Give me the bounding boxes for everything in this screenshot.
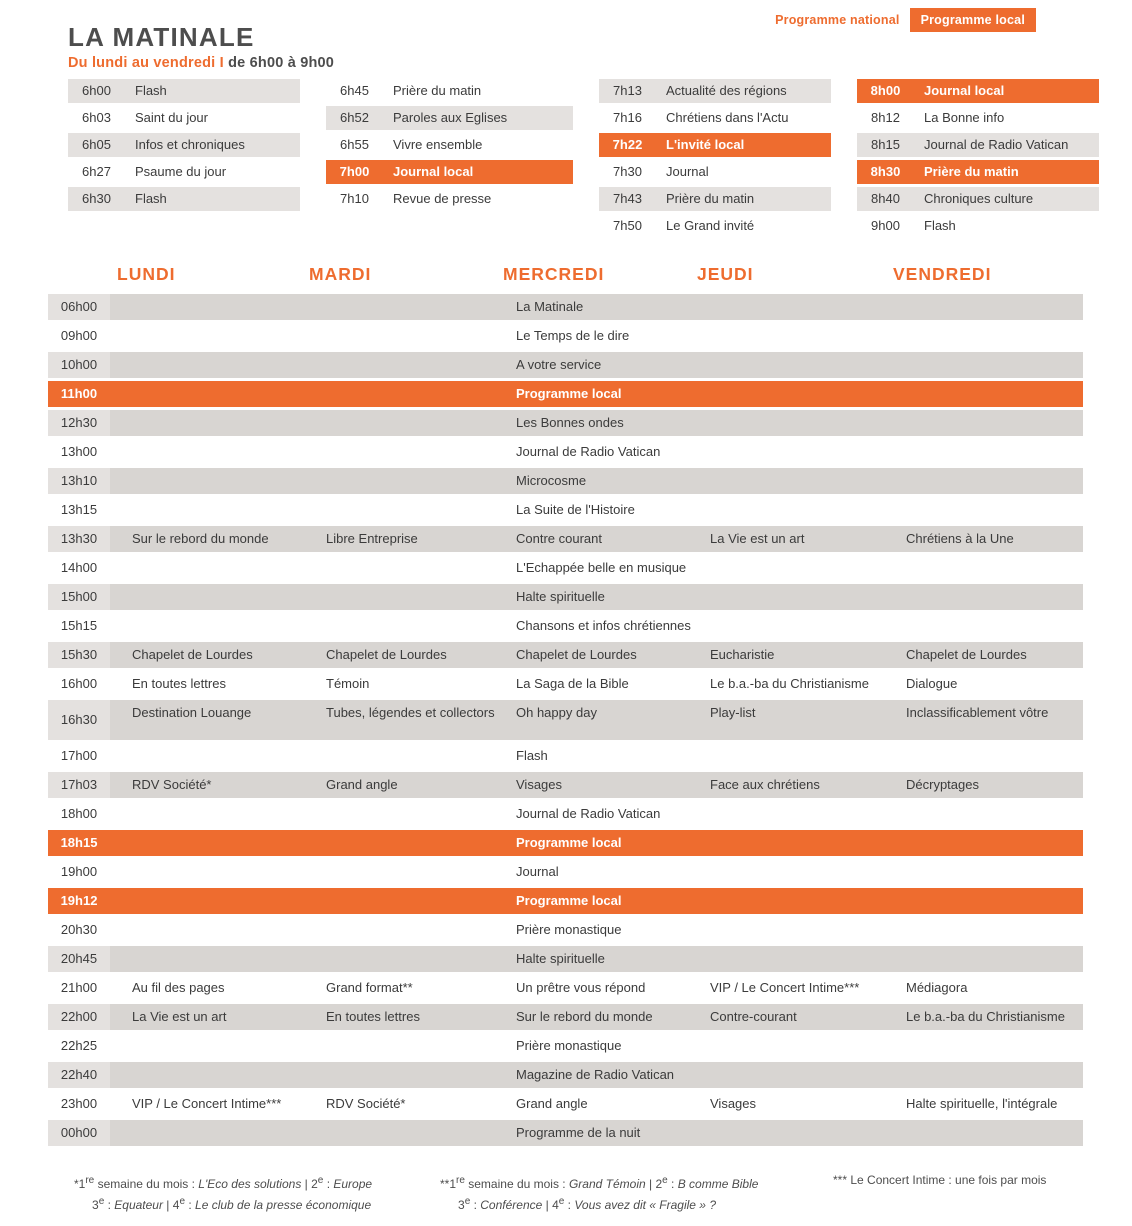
schedule-time: 19h12 bbox=[48, 888, 110, 914]
morning-slot bbox=[68, 106, 300, 130]
footnote-two: **1re semaine du mois : Grand Témoin | 2e : B comme Bible 3e : Conférence | 4e : Vous avez dit « Fragile » ? bbox=[440, 1175, 759, 1212]
morning-schedule bbox=[68, 79, 1099, 238]
schedule-cell-mer: Visages bbox=[516, 777, 563, 792]
schedule-time: 00h00 bbox=[48, 1120, 110, 1146]
schedule-cell-lun: En toutes lettres bbox=[132, 676, 226, 691]
morning-slot-label: La Bonne info bbox=[914, 106, 1099, 130]
morning-slot-label: Revue de presse bbox=[383, 187, 573, 211]
table-row bbox=[48, 671, 1083, 697]
morning-slot bbox=[326, 160, 573, 184]
schedule-time: 10h00 bbox=[48, 352, 110, 378]
schedule-cell-mer: Halte spirituelle bbox=[516, 589, 605, 604]
schedule-row-content bbox=[110, 1120, 1083, 1146]
page-title: LA MATINALE bbox=[68, 22, 255, 52]
schedule-cell-mer: Chapelet de Lourdes bbox=[516, 647, 637, 662]
morning-slot bbox=[599, 106, 831, 130]
morning-slot-time: 7h30 bbox=[599, 160, 656, 184]
morning-slot-time: 8h30 bbox=[857, 160, 914, 184]
schedule-row-content bbox=[110, 671, 1083, 697]
schedule-row-content bbox=[110, 410, 1083, 436]
schedule-cell-mer: Programme local bbox=[516, 386, 622, 401]
morning-slot-time: 6h45 bbox=[326, 79, 383, 103]
morning-slot bbox=[599, 133, 831, 157]
table-row bbox=[48, 497, 1083, 523]
morning-slot-time: 7h00 bbox=[326, 160, 383, 184]
table-row bbox=[48, 1091, 1083, 1117]
schedule-time: 20h45 bbox=[48, 946, 110, 972]
day-header-mardi: MARDI bbox=[309, 264, 372, 284]
schedule-cell-jeu: Visages bbox=[710, 1096, 757, 1111]
schedule-cell-lun: VIP / Le Concert Intime*** bbox=[132, 1096, 282, 1111]
morning-column bbox=[599, 79, 831, 238]
schedule-row-content bbox=[110, 584, 1083, 610]
morning-slot bbox=[857, 160, 1099, 184]
morning-slot-time: 6h52 bbox=[326, 106, 383, 130]
schedule-cell-lun: La Vie est un art bbox=[132, 1009, 227, 1024]
schedule-row-content bbox=[110, 555, 1083, 581]
schedule-cell-jeu: Le b.a.-ba du Christianisme bbox=[710, 676, 869, 691]
morning-slot-time: 8h40 bbox=[857, 187, 914, 211]
schedule-time: 13h15 bbox=[48, 497, 110, 523]
schedule-row-content bbox=[110, 830, 1083, 856]
morning-slot-label: Actualité des régions bbox=[656, 79, 831, 103]
schedule-cell-mer: La Matinale bbox=[516, 299, 584, 314]
schedule-cell-lun: Chapelet de Lourdes bbox=[132, 647, 253, 662]
schedule-time: 16h30 bbox=[48, 700, 110, 740]
schedule-cell-mer: Contre courant bbox=[516, 531, 602, 546]
schedule-cell-mar: Grand format** bbox=[326, 980, 413, 995]
morning-slot bbox=[68, 160, 300, 184]
morning-slot-label: Psaume du jour bbox=[125, 160, 300, 184]
schedule-time: 13h00 bbox=[48, 439, 110, 465]
table-row bbox=[48, 439, 1083, 465]
schedule-cell-mer: Journal de Radio Vatican bbox=[516, 444, 661, 459]
schedule-row-content bbox=[110, 497, 1083, 523]
table-row bbox=[48, 1033, 1083, 1059]
schedule-cell-mer: Journal bbox=[516, 864, 559, 879]
morning-slot-time: 9h00 bbox=[857, 214, 914, 238]
table-row bbox=[48, 352, 1083, 378]
schedule-cell-mar: Chapelet de Lourdes bbox=[326, 647, 447, 662]
schedule-row-content bbox=[110, 772, 1083, 798]
schedule-row-content bbox=[110, 743, 1083, 769]
table-row bbox=[48, 323, 1083, 349]
tab-programme-local[interactable]: Programme local bbox=[910, 8, 1036, 32]
morning-slot-time: 6h30 bbox=[68, 187, 125, 211]
morning-slot bbox=[68, 133, 300, 157]
table-row bbox=[48, 1062, 1083, 1088]
schedule-row-content bbox=[110, 1091, 1083, 1117]
schedule-cell-mer: A votre service bbox=[516, 357, 602, 372]
table-row bbox=[48, 584, 1083, 610]
schedule-cell-ven: Dialogue bbox=[906, 676, 958, 691]
schedule-cell-mar: RDV Société* bbox=[326, 1096, 406, 1111]
morning-slot-label: Vivre ensemble bbox=[383, 133, 573, 157]
schedule-cell-mer: Programme de la nuit bbox=[516, 1125, 641, 1140]
morning-slot-label: Flash bbox=[125, 79, 300, 103]
schedule-cell-mar: Tubes, légendes et collectors bbox=[326, 705, 495, 720]
schedule-row-content bbox=[110, 468, 1083, 494]
schedule-time: 09h00 bbox=[48, 323, 110, 349]
table-row bbox=[48, 642, 1083, 668]
table-row bbox=[48, 613, 1083, 639]
schedule-row-content bbox=[110, 526, 1083, 552]
table-row bbox=[48, 410, 1083, 436]
table-row bbox=[48, 859, 1083, 885]
table-row bbox=[48, 700, 1083, 740]
morning-slot-label: Journal de Radio Vatican bbox=[914, 133, 1099, 157]
day-header-mercredi: MERCREDI bbox=[503, 264, 605, 284]
footnote-one: *1re semaine du mois : L'Eco des solutions | 2e : Europe 3e : Equateur | 4e : Le club de la presse économique bbox=[74, 1175, 373, 1212]
schedule-cell-mer: L'Echappée belle en musique bbox=[516, 560, 687, 575]
schedule-time: 17h00 bbox=[48, 743, 110, 769]
schedule-cell-mer: Chansons et infos chrétiennes bbox=[516, 618, 691, 633]
morning-slot-time: 8h12 bbox=[857, 106, 914, 130]
schedule-cell-mer: Sur le rebord du monde bbox=[516, 1009, 653, 1024]
table-row bbox=[48, 917, 1083, 943]
morning-slot-time: 6h27 bbox=[68, 160, 125, 184]
morning-slot bbox=[326, 133, 573, 157]
schedule-cell-jeu: VIP / Le Concert Intime*** bbox=[710, 980, 860, 995]
schedule-cell-mer: Oh happy day bbox=[516, 705, 597, 720]
weekly-schedule bbox=[48, 294, 1083, 1149]
schedule-row-content bbox=[110, 1062, 1083, 1088]
morning-slot-time: 7h22 bbox=[599, 133, 656, 157]
schedule-cell-ven: Médiagora bbox=[906, 980, 968, 995]
schedule-cell-mer: Magazine de Radio Vatican bbox=[516, 1067, 675, 1082]
schedule-time: 16h00 bbox=[48, 671, 110, 697]
schedule-cell-mer: Prière monastique bbox=[516, 1038, 622, 1053]
schedule-row-content bbox=[110, 613, 1083, 639]
table-row bbox=[48, 381, 1083, 407]
morning-column bbox=[857, 79, 1099, 238]
day-header-jeudi: JEUDI bbox=[697, 264, 754, 284]
morning-column bbox=[68, 79, 300, 238]
table-row bbox=[48, 772, 1083, 798]
schedule-cell-ven: Halte spirituelle, l'intégrale bbox=[906, 1096, 1058, 1111]
schedule-time: 06h00 bbox=[48, 294, 110, 320]
schedule-time: 13h10 bbox=[48, 468, 110, 494]
morning-slot-time: 7h13 bbox=[599, 79, 656, 103]
morning-slot bbox=[599, 214, 831, 238]
schedule-time: 22h25 bbox=[48, 1033, 110, 1059]
table-row bbox=[48, 888, 1083, 914]
table-row bbox=[48, 555, 1083, 581]
schedule-time: 18h15 bbox=[48, 830, 110, 856]
morning-slot-label: Prière du matin bbox=[383, 79, 573, 103]
schedule-row-content bbox=[110, 917, 1083, 943]
schedule-row-content bbox=[110, 323, 1083, 349]
schedule-cell-mer: Programme local bbox=[516, 835, 622, 850]
schedule-cell-mer: Programme local bbox=[516, 893, 622, 908]
table-row bbox=[48, 743, 1083, 769]
morning-slot bbox=[68, 187, 300, 211]
schedule-cell-lun: Destination Louange bbox=[132, 705, 252, 720]
schedule-cell-mar: En toutes lettres bbox=[326, 1009, 420, 1024]
schedule-cell-mer: Les Bonnes ondes bbox=[516, 415, 624, 430]
schedule-time: 15h15 bbox=[48, 613, 110, 639]
schedule-time: 14h00 bbox=[48, 555, 110, 581]
schedule-row-content bbox=[110, 1033, 1083, 1059]
schedule-cell-mer: Halte spirituelle bbox=[516, 951, 605, 966]
schedule-time: 13h30 bbox=[48, 526, 110, 552]
schedule-cell-mer: Le Temps de le dire bbox=[516, 328, 630, 343]
morning-slot-time: 7h10 bbox=[326, 187, 383, 211]
schedule-cell-mer: Flash bbox=[516, 748, 548, 763]
morning-slot bbox=[857, 187, 1099, 211]
schedule-cell-ven: Le b.a.-ba du Christianisme bbox=[906, 1009, 1065, 1024]
morning-slot-label: Journal local bbox=[914, 79, 1099, 103]
footnote-three: *** Le Concert Intime : une fois par mois bbox=[833, 1173, 1047, 1187]
morning-slot-label: Prière du matin bbox=[914, 160, 1099, 184]
schedule-cell-mar: Grand angle bbox=[326, 777, 398, 792]
schedule-time: 15h30 bbox=[48, 642, 110, 668]
schedule-time: 12h30 bbox=[48, 410, 110, 436]
morning-slot-time: 6h55 bbox=[326, 133, 383, 157]
schedule-cell-lun: RDV Société* bbox=[132, 777, 212, 792]
day-headers bbox=[0, 264, 1132, 290]
table-row bbox=[48, 294, 1083, 320]
subtitle-days: Du lundi au vendredi I bbox=[68, 55, 224, 71]
schedule-time: 18h00 bbox=[48, 801, 110, 827]
morning-slot bbox=[326, 187, 573, 211]
table-row bbox=[48, 468, 1083, 494]
morning-slot bbox=[599, 79, 831, 103]
morning-slot-time: 6h03 bbox=[68, 106, 125, 130]
schedule-time: 23h00 bbox=[48, 1091, 110, 1117]
schedule-time: 20h30 bbox=[48, 917, 110, 943]
schedule-time: 17h03 bbox=[48, 772, 110, 798]
schedule-cell-mer: Microcosme bbox=[516, 473, 587, 488]
morning-slot-label: Prière du matin bbox=[656, 187, 831, 211]
morning-slot bbox=[599, 187, 831, 211]
schedule-row-content bbox=[110, 642, 1083, 668]
page-subtitle bbox=[68, 55, 334, 71]
morning-slot bbox=[857, 106, 1099, 130]
programme-tabs bbox=[765, 8, 1036, 32]
morning-slot bbox=[599, 160, 831, 184]
schedule-row-content bbox=[110, 888, 1083, 914]
table-row bbox=[48, 526, 1083, 552]
morning-slot-label: Le Grand invité bbox=[656, 214, 831, 238]
morning-column bbox=[326, 79, 573, 238]
schedule-cell-mer: La Suite de l'Histoire bbox=[516, 502, 635, 517]
morning-slot-time: 7h43 bbox=[599, 187, 656, 211]
schedule-time: 21h00 bbox=[48, 975, 110, 1001]
schedule-time: 22h40 bbox=[48, 1062, 110, 1088]
schedule-row-content bbox=[110, 801, 1083, 827]
table-row bbox=[48, 1004, 1083, 1030]
table-row bbox=[48, 946, 1083, 972]
schedule-cell-mer: Grand angle bbox=[516, 1096, 588, 1111]
morning-slot bbox=[68, 79, 300, 103]
schedule-cell-lun: Au fil des pages bbox=[132, 980, 225, 995]
schedule-cell-jeu: Eucharistie bbox=[710, 647, 775, 662]
table-row bbox=[48, 1120, 1083, 1146]
schedule-row-content bbox=[110, 859, 1083, 885]
morning-slot-label: Infos et chroniques bbox=[125, 133, 300, 157]
schedule-time: 11h00 bbox=[48, 381, 110, 407]
morning-slot-label: Saint du jour bbox=[125, 106, 300, 130]
schedule-time: 22h00 bbox=[48, 1004, 110, 1030]
morning-slot bbox=[857, 214, 1099, 238]
schedule-cell-mer: La Saga de la Bible bbox=[516, 676, 629, 691]
schedule-row-content bbox=[110, 439, 1083, 465]
morning-slot bbox=[326, 106, 573, 130]
schedule-cell-ven: Inclassificablement vôtre bbox=[906, 705, 1049, 720]
schedule-cell-mer: Un prêtre vous répond bbox=[516, 980, 646, 995]
morning-slot-label: Journal local bbox=[383, 160, 573, 184]
schedule-time: 19h00 bbox=[48, 859, 110, 885]
table-row bbox=[48, 975, 1083, 1001]
schedule-cell-jeu: Contre-courant bbox=[710, 1009, 797, 1024]
schedule-cell-jeu: La Vie est un art bbox=[710, 531, 805, 546]
morning-slot-label: Flash bbox=[125, 187, 300, 211]
schedule-cell-mer: Journal de Radio Vatican bbox=[516, 806, 661, 821]
morning-slot-label: Chroniques culture bbox=[914, 187, 1099, 211]
morning-slot-label: L'invité local bbox=[656, 133, 831, 157]
morning-slot-time: 7h16 bbox=[599, 106, 656, 130]
schedule-cell-jeu: Face aux chrétiens bbox=[710, 777, 820, 792]
schedule-cell-mar: Libre Entreprise bbox=[326, 531, 418, 546]
morning-slot-label: Journal bbox=[656, 160, 831, 184]
morning-slot bbox=[857, 133, 1099, 157]
morning-slot-label: Chrétiens dans l'Actu bbox=[656, 106, 831, 130]
schedule-cell-jeu: Play-list bbox=[710, 705, 756, 720]
schedule-cell-ven: Chapelet de Lourdes bbox=[906, 647, 1027, 662]
schedule-row-content bbox=[110, 381, 1083, 407]
morning-slot bbox=[326, 79, 573, 103]
morning-slot-time: 6h05 bbox=[68, 133, 125, 157]
schedule-time: 15h00 bbox=[48, 584, 110, 610]
schedule-cell-mar: Témoin bbox=[326, 676, 370, 691]
morning-slot-time: 7h50 bbox=[599, 214, 656, 238]
schedule-row-content bbox=[110, 294, 1083, 320]
morning-slot-time: 6h00 bbox=[68, 79, 125, 103]
morning-slot-time: 8h15 bbox=[857, 133, 914, 157]
schedule-cell-lun: Sur le rebord du monde bbox=[132, 531, 269, 546]
tab-programme-national[interactable]: Programme national bbox=[775, 13, 900, 27]
morning-slot-label: Paroles aux Eglises bbox=[383, 106, 573, 130]
day-header-vendredi: VENDREDI bbox=[893, 264, 992, 284]
schedule-cell-ven: Chrétiens à la Une bbox=[906, 531, 1014, 546]
morning-slot bbox=[857, 79, 1099, 103]
table-row bbox=[48, 830, 1083, 856]
day-header-lundi: LUNDI bbox=[117, 264, 176, 284]
morning-slot-time: 8h00 bbox=[857, 79, 914, 103]
table-row bbox=[48, 801, 1083, 827]
schedule-row-content bbox=[110, 1004, 1083, 1030]
schedule-cell-mer: Prière monastique bbox=[516, 922, 622, 937]
schedule-row-content bbox=[110, 975, 1083, 1001]
schedule-row-content bbox=[110, 700, 1083, 740]
schedule-row-content bbox=[110, 946, 1083, 972]
morning-slot-label: Flash bbox=[914, 214, 1099, 238]
schedule-row-content bbox=[110, 352, 1083, 378]
subtitle-hours: de 6h00 à 9h00 bbox=[223, 55, 335, 71]
schedule-cell-ven: Décryptages bbox=[906, 777, 979, 792]
